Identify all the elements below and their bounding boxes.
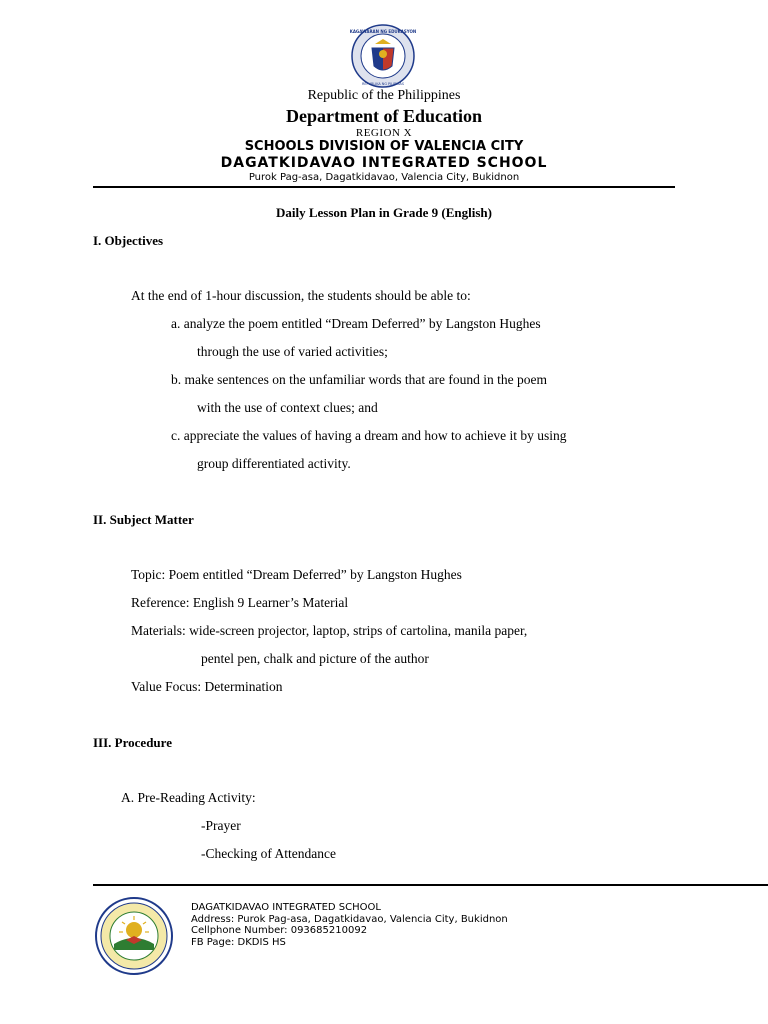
svg-text:KAGAWARAN NG EDUKASYON: KAGAWARAN NG EDUKASYON bbox=[349, 29, 417, 34]
value-focus-line: Value Focus: Determination bbox=[131, 679, 283, 694]
footer-cellphone: Cellphone Number: 093685210092 bbox=[191, 925, 368, 936]
region-label: REGION X bbox=[355, 127, 413, 139]
materials-line1: Materials: wide-screen projector, laptop, strips of cartolina, manila paper, bbox=[131, 623, 528, 638]
attendance-item: -Checking of Attendance bbox=[201, 846, 336, 861]
reference-line: Reference: English 9 Learner’s Material bbox=[131, 595, 349, 610]
objective-a-line1: a. analyze the poem entitled “Dream Deferred” by Langston Hughes bbox=[171, 316, 541, 331]
materials-line2: pentel pen, chalk and picture of the author bbox=[201, 651, 429, 666]
pre-reading-label: A. Pre-Reading Activity: bbox=[121, 790, 256, 805]
objective-b-line2: with the use of context clues; and bbox=[197, 400, 378, 415]
footer-contact-block bbox=[191, 902, 508, 948]
topic-line: Topic: Poem entitled “Dream Deferred” by Langston Hughes bbox=[131, 567, 462, 582]
department-title: Department of Education bbox=[286, 106, 482, 126]
objective-a-line2: through the use of varied activities; bbox=[197, 344, 388, 359]
footer-school-name: DAGATKIDAVAO INTEGRATED SCHOOL bbox=[191, 902, 381, 913]
division-label: SCHOOLS DIVISION OF VALENCIA CITY bbox=[244, 139, 524, 154]
school-name: DAGATKIDAVAO INTEGRATED SCHOOL bbox=[220, 155, 548, 171]
footer-divider bbox=[93, 884, 768, 886]
lesson-plan-title: Daily Lesson Plan in Grade 9 (English) bbox=[276, 205, 492, 220]
footer-fb-page: FB Page: DKDIS HS bbox=[191, 936, 286, 948]
school-address: Purok Pag-asa, Dagatkidavao, Valencia City, Bukidnon bbox=[248, 172, 520, 183]
procedure-heading: III. Procedure bbox=[93, 735, 172, 750]
prayer-item: -Prayer bbox=[201, 818, 241, 833]
svg-text:REPUBLIKA NG PILIPINAS: REPUBLIKA NG PILIPINAS bbox=[361, 82, 405, 86]
objective-c-line1: c. appreciate the values of having a dream and how to achieve it by using bbox=[171, 428, 567, 443]
footer-address: Address: Purok Pag-asa, Dagatkidavao, Valencia City, Bukidnon bbox=[191, 913, 508, 925]
deped-seal-logo bbox=[348, 24, 418, 88]
objectives-intro: At the end of 1-hour discussion, the students should be able to: bbox=[131, 288, 471, 303]
objectives-heading: I. Objectives bbox=[93, 233, 164, 248]
header-divider bbox=[93, 186, 675, 188]
objective-c-line2: group differentiated activity. bbox=[197, 456, 351, 471]
objective-b-line1: b. make sentences on the unfamiliar words that are found in the poem bbox=[171, 372, 548, 387]
school-logo bbox=[92, 896, 176, 976]
republic-label: Republic of the Philippines bbox=[307, 88, 461, 103]
subject-matter-heading: II. Subject Matter bbox=[93, 512, 194, 527]
